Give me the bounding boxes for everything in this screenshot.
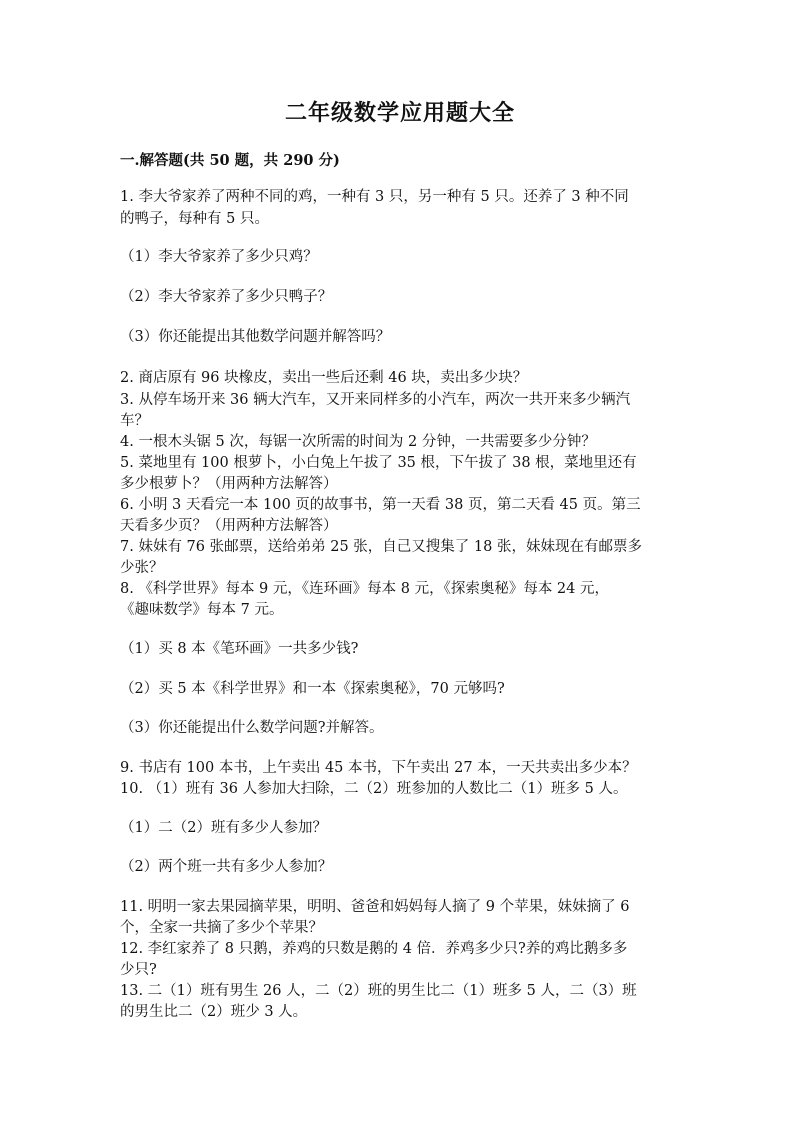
question-9: 9. 书店有 100 本书，上午卖出 45 本书，下午卖出 27 本，一天共卖出多少本？: [120, 760, 637, 776]
question-6-line-1: 6. 小明 3 天看完一本 100 页的故事书，第一天看 38 页，第二天看 45 页。第三: [120, 497, 641, 513]
question-6-line-2: 天看多少页？（用两种方法解答）: [120, 518, 338, 534]
question-5-line-2: 多少根萝卜？（用两种方法解答）: [120, 476, 338, 492]
question-1-line-1: 1. 李大爷家养了两种不同的鸡，一种有 3 只，另一种有 5 只。还养了 3 种不同: [120, 189, 629, 205]
question-7-line-1: 7. 妹妹有 76 张邮票，送给弟弟 25 张，自己又搜集了 18 张，妹妹现在有邮票多: [120, 539, 642, 555]
question-1-line-2: 的鸭子，每种有 5 只。: [120, 211, 269, 227]
question-12-line-2: 少只?: [120, 962, 157, 978]
question-11-line-2: 个，全家一共摘了多少个苹果？: [120, 920, 323, 936]
question-10: 10. （1）班有 36 人参加大扫除，二（2）班参加的人数比二（1）班多 5 人。: [120, 781, 628, 797]
question-3-line-1: 3. 从停车场开来 36 辆大汽车，又开来同样多的小汽车，两次一共开来多少辆汽: [120, 392, 631, 408]
question-1-sub-1: （1）李大爷家养了多少只鸡？: [120, 249, 318, 265]
question-1-sub-2: （2）李大爷家养了多少只鸭子？: [120, 289, 333, 305]
question-8-sub-3: （3）你还能提出什么数学问题?并解答。: [120, 720, 384, 736]
question-8-sub-2: （2）买 5 本《科学世界》和一本《探索奥秘》，70 元够吗?: [120, 681, 505, 697]
question-11-line-1: 11. 明明一家去果园摘苹果，明明、爸爸和妈妈每人摘了 9 个苹果，妹妹摘了 6: [120, 899, 630, 915]
page-title: 二年级数学应用题大全: [284, 100, 515, 126]
question-10-sub-1: （1）二（2）班有多少人参加？: [120, 820, 327, 836]
question-12-line-1: 12. 李红家养了 8 只鹅，养鸡的只数是鹅的 4 倍．养鸡多少只?养的鸡比鹅多多: [120, 941, 628, 957]
question-8-line-1: 8. 《科学世界》每本 9 元，《连环画》每本 8 元，《探索奥秘》每本 24 元，: [120, 581, 609, 597]
question-5-line-1: 5. 菜地里有 100 根萝卜，小白兔上午拔了 35 根，下午拔了 38 根，菜地里还有: [120, 455, 637, 471]
question-4: 4. 一根木头锯 5 次，每锯一次所需的时间为 2 分钟，一共需要多少分钟？: [120, 434, 596, 450]
section-heading: 一.解答题(共 50 题，共 290 分): [120, 152, 340, 169]
question-13-line-1: 13. 二（1）班有男生 26 人，二（2）班的男生比二（1）班多 5 人，二（3）班: [120, 983, 637, 999]
question-1-sub-3: （3）你还能提出其他数学问题并解答吗？: [120, 329, 391, 345]
question-8-line-2: 《趣味数学》每本 7 元。: [120, 602, 284, 618]
question-7-line-2: 少张？: [120, 560, 164, 576]
question-2: 2. 商店原有 96 块橡皮，卖出一些后还剩 46 块，卖出多少块？: [120, 370, 528, 386]
question-10-sub-2: （2）两个班一共有多少人参加？: [120, 859, 333, 875]
question-8-sub-1: （1）买 8 本《笔环画》一共多少钱?: [120, 641, 359, 657]
question-13-line-2: 的男生比二（2）班少 3 人。: [120, 1004, 308, 1020]
question-3-line-2: 车？: [120, 413, 149, 429]
